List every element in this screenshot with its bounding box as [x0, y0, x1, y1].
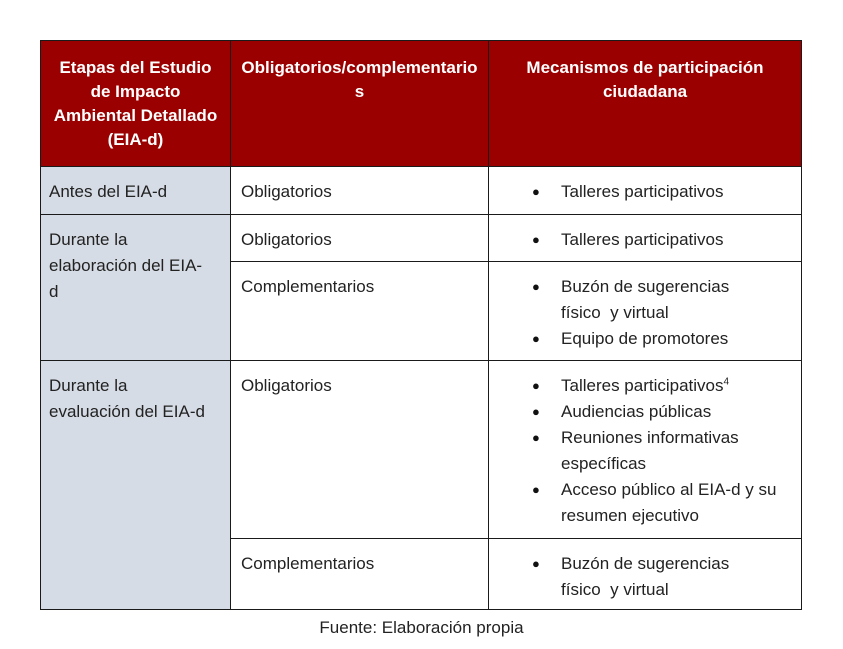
mechanism-item: ● Talleres participativos — [561, 227, 791, 253]
type-cell — [230, 360, 488, 538]
type-text: Obligatorios — [241, 376, 332, 395]
mechanisms-cell — [488, 360, 802, 538]
mechanisms-cell — [488, 166, 802, 214]
stage-during-elaboration — [40, 214, 230, 360]
stage-during-evaluation — [40, 360, 230, 610]
type-cell — [230, 261, 488, 360]
header-stages-text: Etapas del Estudio de Impacto Ambiental Detallado (EIA-d) — [53, 58, 218, 149]
participation-table — [40, 40, 802, 610]
mechanisms-list — [561, 373, 789, 529]
stage-before — [40, 166, 230, 214]
mechanism-item: ● Reuniones informativas específicas — [561, 425, 789, 477]
header-type-text: Obligatorios/complementarios — [241, 58, 478, 101]
stage-before-text: Antes del EIA-d — [49, 182, 168, 201]
mechanisms-cell — [488, 538, 802, 610]
stage-during-elaboration-text: Durante la elaboración del EIA-d — [49, 230, 203, 301]
mechanisms-list — [561, 551, 761, 603]
header-stages — [40, 40, 230, 166]
type-cell — [230, 166, 488, 214]
header-mechanisms — [488, 40, 802, 166]
type-text: Complementarios — [241, 554, 375, 573]
mechanism-item: ● Buzón de sugerencias físico y virtual — [561, 274, 761, 326]
header-type — [230, 40, 488, 166]
type-text: Obligatorios — [241, 230, 332, 249]
stage-during-evaluation-text: Durante la evaluación del EIA-d — [49, 376, 205, 421]
type-cell — [230, 538, 488, 610]
mechanisms-cell — [488, 261, 802, 360]
mechanisms-list — [561, 227, 791, 253]
mechanism-item: ● Equipo de promotores — [561, 326, 761, 352]
mechanism-item: ● Audiencias públicas — [561, 399, 789, 425]
type-cell — [230, 214, 488, 261]
mechanism-item: ● Talleres participativos — [561, 179, 791, 205]
mechanism-item: ● Acceso público al EIA-d y su resumen ejecutivo — [561, 477, 789, 529]
mechanisms-list — [561, 179, 791, 205]
mechanisms-list — [561, 274, 761, 352]
table-caption: Fuente: Elaboración propia — [319, 618, 524, 637]
mechanism-text: Talleres participativos — [561, 376, 724, 395]
type-text: Obligatorios — [241, 182, 332, 201]
mechanism-item — [561, 373, 789, 399]
mechanism-item: ● Buzón de sugerencias físico y virtual — [561, 551, 761, 603]
header-mechanisms-text: Mecanismos de participación ciudadana — [526, 58, 764, 101]
mechanisms-cell — [488, 214, 802, 261]
footnote-marker: 4 — [723, 376, 730, 388]
type-text: Complementarios — [241, 277, 375, 296]
